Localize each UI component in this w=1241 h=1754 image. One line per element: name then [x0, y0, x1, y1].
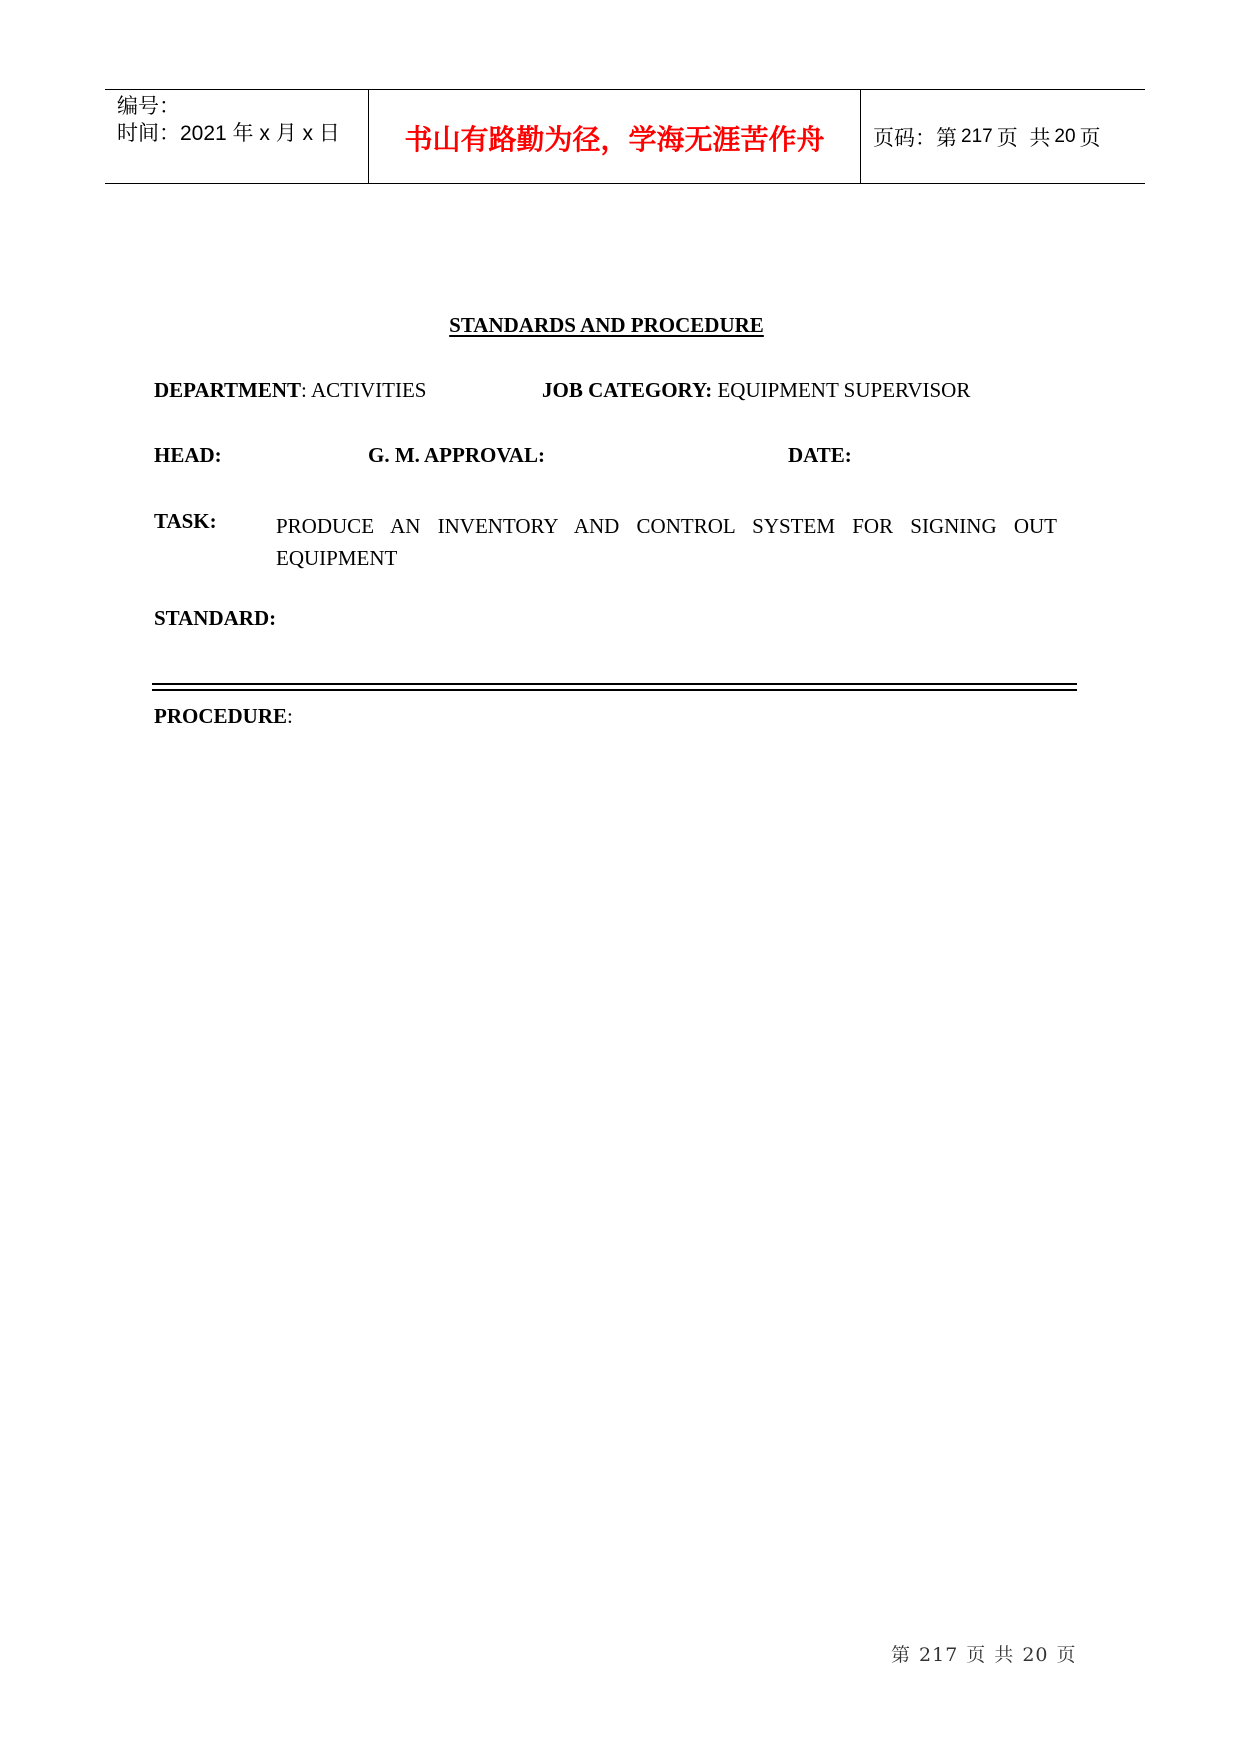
date-label: DATE:	[788, 443, 852, 467]
page-header-table	[105, 89, 1145, 184]
task-label: TASK:	[154, 509, 217, 533]
footer-prefix: 第	[891, 1644, 912, 1666]
department-label: DEPARTMENT	[154, 378, 302, 402]
footer-current: 217	[919, 1644, 959, 1666]
job-category-value: EQUIPMENT SUPERVISOR	[712, 378, 971, 402]
procedure-label: PROCEDURE	[154, 704, 288, 728]
page-label-prefix: 页码：第	[873, 126, 957, 150]
head-label: HEAD:	[154, 443, 222, 467]
department-line	[154, 378, 426, 403]
header-motto-cell	[369, 90, 861, 183]
page-label-suffix: 页	[1079, 126, 1101, 150]
task-line-2: EQUIPMENT	[276, 546, 398, 570]
header-page-cell	[861, 90, 1145, 183]
department-colon: :	[301, 378, 307, 402]
header-motto: 书山有路勤为径，学海无涯苦作舟	[404, 122, 825, 156]
time-label: 时间：2021 年 x 月 x 日	[117, 122, 340, 145]
footer-total: 20	[1022, 1644, 1049, 1666]
footer-mid2: 共	[994, 1644, 1015, 1666]
page-label-mid: 页 共	[996, 126, 1051, 150]
header-left-cell	[105, 90, 369, 183]
task-line-1: PRODUCE AN INVENTORY AND CONTROL SYSTEM FOR SIGNING OUT	[276, 514, 1057, 538]
page-current: 217	[961, 125, 993, 147]
gm-approval-label: G. M. APPROVAL:	[368, 443, 545, 467]
job-category-line	[542, 378, 970, 403]
department-value: ACTIVITIES	[306, 378, 427, 402]
footer-mid1: 页	[966, 1644, 987, 1666]
procedure-line	[154, 704, 293, 729]
serial-number-label: 编号：	[117, 95, 180, 118]
job-category-label: JOB CATEGORY:	[542, 378, 713, 402]
page-total: 20	[1054, 125, 1076, 147]
standard-label: STANDARD:	[154, 606, 277, 630]
procedure-colon: :	[287, 704, 293, 728]
task-description	[276, 510, 1057, 574]
page-footer	[891, 1640, 1085, 1667]
double-rule-divider	[152, 683, 1077, 691]
document-title: STANDARDS AND PROCEDURE	[449, 313, 764, 337]
footer-suffix: 页	[1056, 1644, 1077, 1666]
